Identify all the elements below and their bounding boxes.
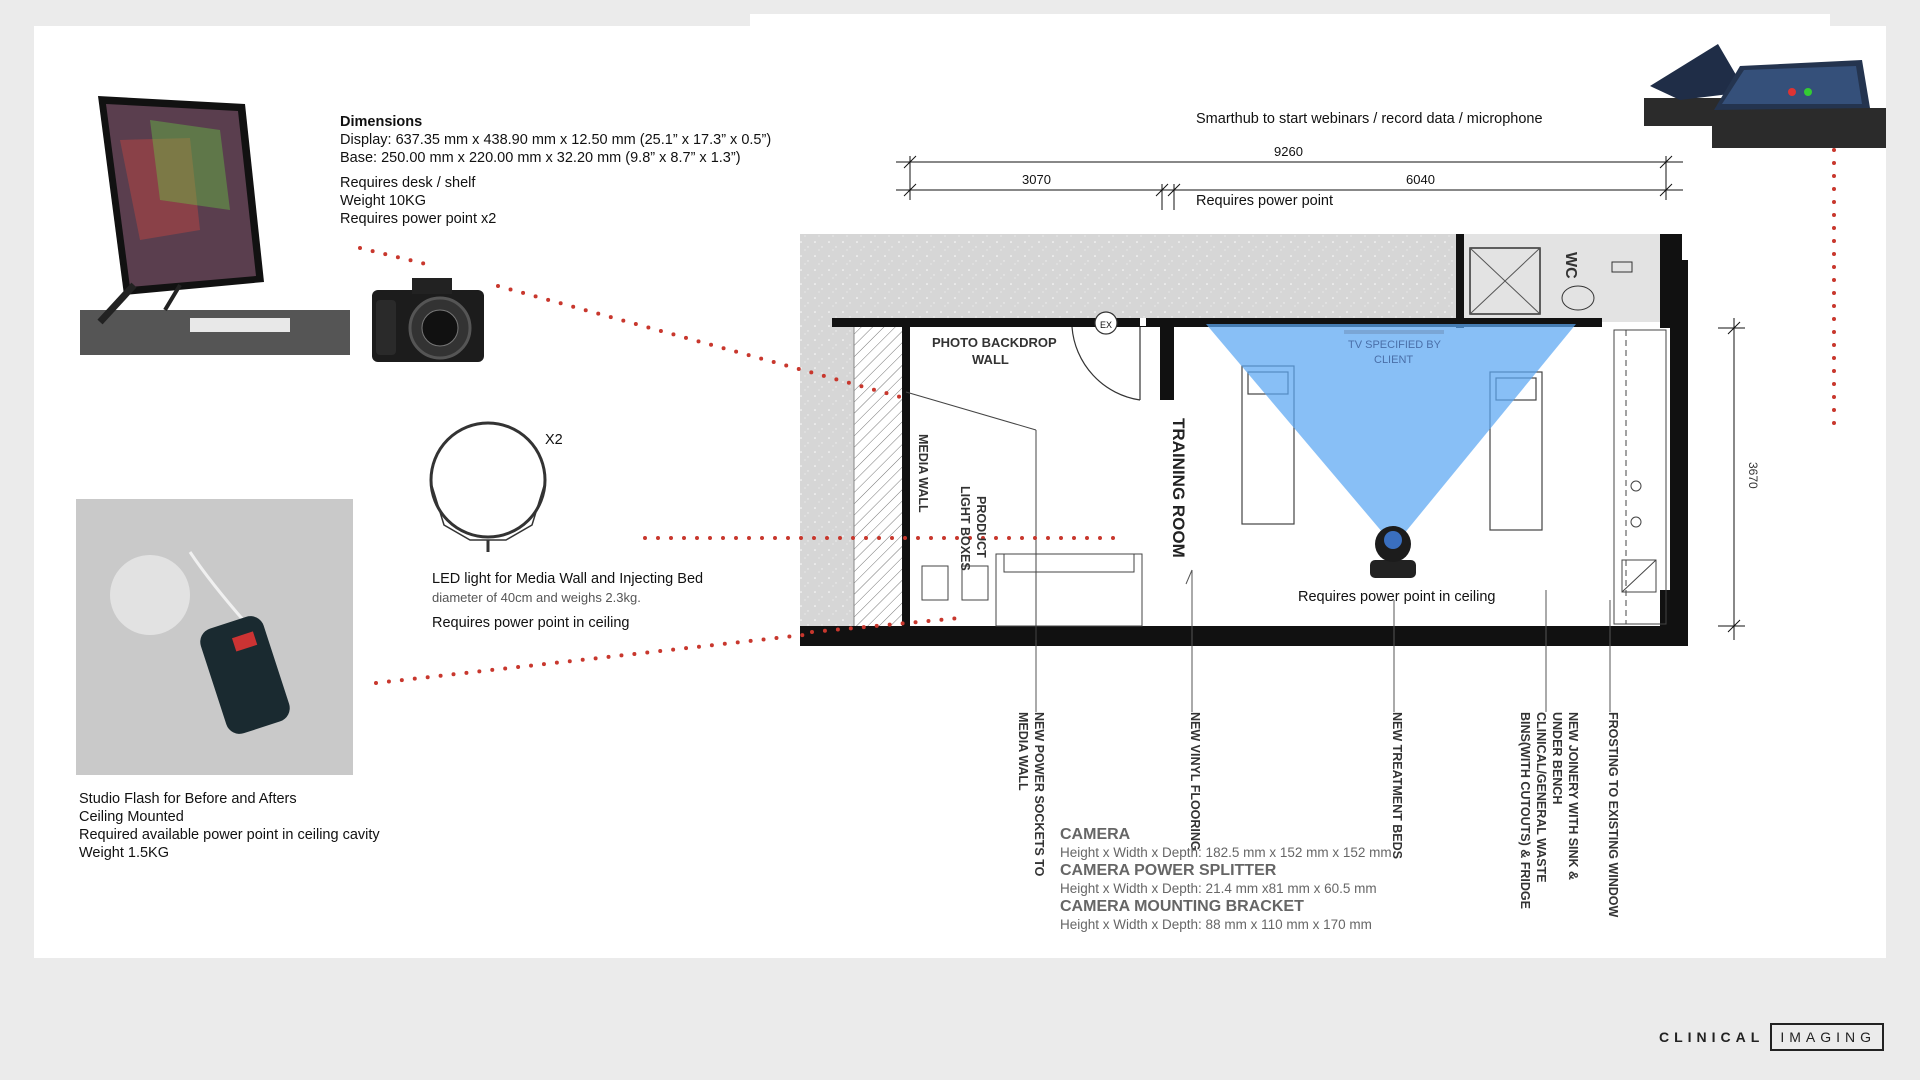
flash-line-4: Weight 1.5KG <box>79 845 170 861</box>
led-spec: diameter of 40cm and weighs 2.3kg. <box>432 590 641 605</box>
flash-line-1: Studio Flash for Before and Afters <box>79 791 297 807</box>
photo-backdrop-label: PHOTO BACKDROP <box>932 335 1057 350</box>
camera-power-note: Requires power point in ceiling <box>1298 589 1496 605</box>
logo-right-text: IMAGING <box>1770 1023 1884 1051</box>
client-label: CLIENT <box>1374 354 1414 366</box>
camera-heading: CAMERA <box>1060 826 1131 843</box>
hatched-wall <box>854 324 906 636</box>
camera-dimensions: Height x Width x Depth: 182.5 mm x 152 mm x 152 mm <box>1060 845 1392 860</box>
callout-joinery: NEW JOINERY WITH SINK & <box>1566 712 1580 881</box>
smarthub-device-icon <box>1644 44 1886 148</box>
dslr-camera-icon <box>372 278 484 362</box>
smarthub-label: Smarthub to start webinars / record data / microphone <box>1196 111 1543 127</box>
requires-desk: Requires desk / shelf <box>340 175 476 191</box>
logo-left-text: CLINICAL <box>1659 1029 1765 1045</box>
wall-label: WALL <box>972 352 1009 367</box>
callout-vinyl-flooring: NEW VINYL FLOORING <box>1188 712 1202 851</box>
exit-label: EX <box>1100 320 1113 330</box>
splitter-heading: CAMERA POWER SPLITTER <box>1060 862 1277 879</box>
monitor-power: Requires power point x2 <box>340 211 497 227</box>
dimension-right: 6040 <box>1406 172 1435 187</box>
callout-bins-fridge: BINS(WITH CUTOUTS) & FRIDGE <box>1518 712 1532 909</box>
flash-line-3: Required available power point in ceiling cavity <box>79 827 380 843</box>
led-title: LED light for Media Wall and Injecting Bed <box>432 571 704 587</box>
base-dimensions: Base: 250.00 mm x 220.00 mm x 32.20 mm (9.8” x 8.7” x 1.3”) <box>340 150 741 166</box>
joinery <box>1614 330 1666 624</box>
splitter-dimensions: Height x Width x Depth: 21.4 mm x81 mm x 60.5 mm <box>1060 881 1377 896</box>
dimension-height: 3670 <box>1746 462 1760 489</box>
led-power: Requires power point in ceiling <box>432 615 630 631</box>
bracket-heading: CAMERA MOUNTING BRACKET <box>1060 898 1304 915</box>
monitor-weight: Weight 10KG <box>340 193 426 209</box>
callout-frosting: FROSTING TO EXISTING WINDOW <box>1606 712 1620 918</box>
callout-media-wall: MEDIA WALL <box>1016 712 1030 791</box>
training-room-label: TRAINING ROOM <box>1169 418 1188 558</box>
light-boxes-label: LIGHT BOXES <box>958 486 972 571</box>
flash-line-2: Ceiling Mounted <box>79 809 184 825</box>
callout-waste: CLINICAL/GENERAL WASTE <box>1534 712 1548 883</box>
callout-under-bench: UNDER BENCH <box>1550 712 1564 805</box>
led-count: X2 <box>545 432 563 448</box>
dimension-left: 3070 <box>1022 172 1051 187</box>
clinical-imaging-logo <box>1659 1022 1884 1052</box>
callout-treatment-beds: NEW TREATMENT BEDS <box>1390 712 1404 859</box>
product-label: PRODUCT <box>974 496 988 558</box>
studio-flash-photo <box>76 499 353 775</box>
bracket-dimensions: Height x Width x Depth: 88 mm x 110 mm x 170 mm <box>1060 917 1372 932</box>
ptz-camera-icon <box>1370 526 1416 578</box>
media-wall-label: MEDIA WALL <box>916 434 930 513</box>
callout-power-sockets: NEW POWER SOCKETS TO <box>1032 712 1046 877</box>
power-point-note: Requires power point <box>1196 193 1334 209</box>
led-ring-light-icon <box>431 423 545 552</box>
display-dimensions: Display: 637.35 mm x 438.90 mm x 12.50 mm (25.1” x 17.3” x 0.5”) <box>340 132 772 148</box>
concrete-side <box>800 322 854 644</box>
tv-bar <box>1344 330 1444 334</box>
studio-monitor-icon <box>80 96 350 355</box>
dimensions-title: Dimensions <box>340 114 423 130</box>
tv-label: TV SPECIFIED BY <box>1348 339 1441 351</box>
dimension-total: 9260 <box>1274 144 1303 159</box>
wc-label: WC <box>1562 252 1579 279</box>
